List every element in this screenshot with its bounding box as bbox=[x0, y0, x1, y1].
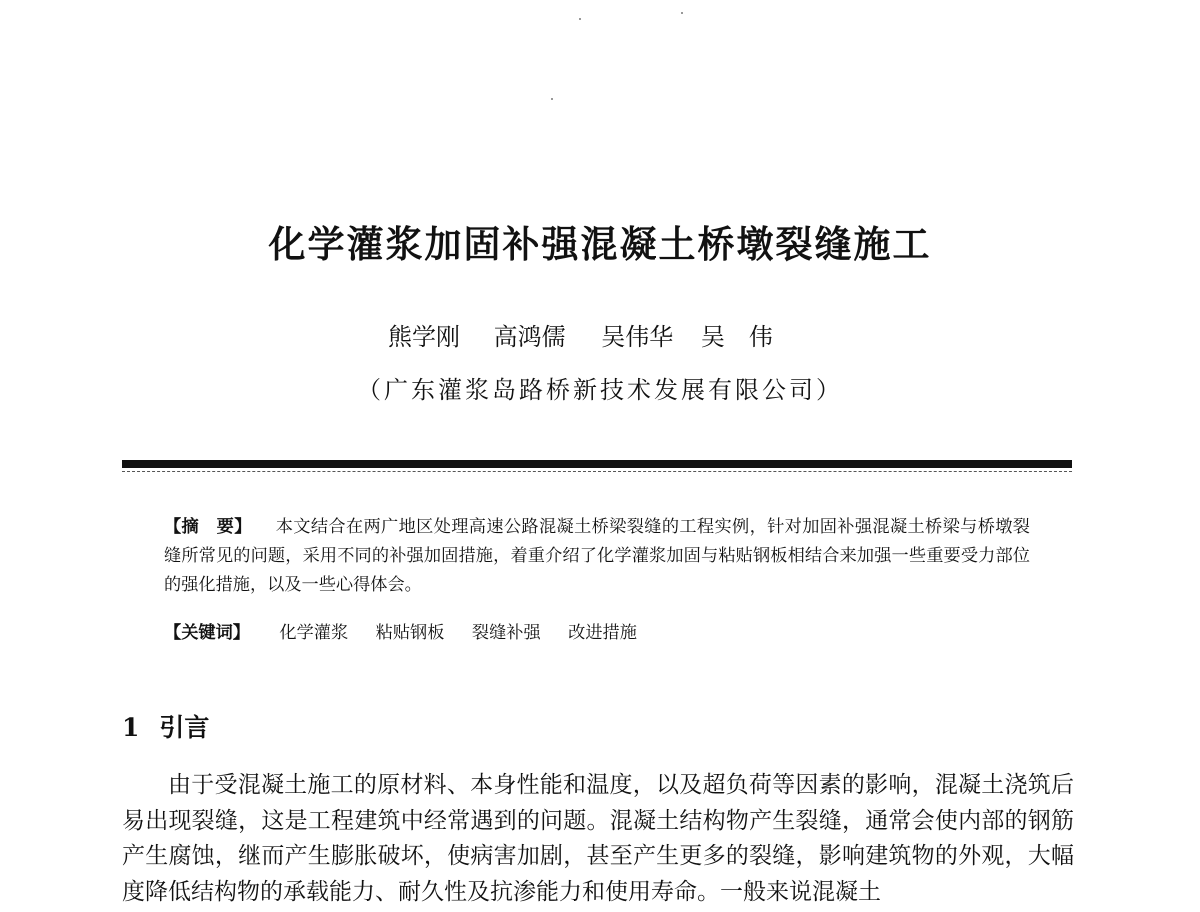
keyword-item: 化学灌浆 bbox=[279, 623, 349, 643]
author-name: 吴伟华 bbox=[601, 323, 674, 351]
author-affiliation: （广东灌浆岛路桥新技术发展有限公司） bbox=[357, 376, 843, 404]
abstract-label: 【摘 要】 bbox=[164, 517, 252, 537]
section-number: 1 bbox=[122, 713, 140, 742]
header-rule-thick bbox=[122, 460, 1072, 468]
body-paragraph: 由于受混凝土施工的原材料、本身性能和温度，以及超负荷等因素的影响，混凝土浇筑后易出现裂缝，这是工程建筑中经常遇到的问题。混凝土结构物产生裂缝，通常会使内部的钢筋产生腐蚀，继而产生膨胀破坏，使病害加剧，甚至产生更多的裂缝，影响建筑物的外观，大幅度降低结构物的承载能力、耐久性及抗渗能力和使用寿命。一般来说混凝土 bbox=[122, 772, 1074, 905]
paper-title: 化学灌浆加固补强混凝土桥墩裂缝施工 bbox=[268, 223, 932, 266]
abstract-block bbox=[164, 513, 1030, 600]
section-title: 引言 bbox=[159, 713, 210, 742]
abstract-text: 本文结合在两广地区处理高速公路混凝土桥梁裂缝的工程实例，针对加固补强混凝土桥梁与桥墩裂缝所常见的问题，采用不同的补强加固措施，着重介绍了化学灌浆加固与粘贴钢板相结合来加强一些重要受力部位的强化措施，以及一些心得体会。 bbox=[164, 517, 1030, 595]
keyword-item: 裂缝补强 bbox=[471, 623, 541, 643]
author-name: 吴 伟 bbox=[700, 323, 773, 351]
keyword-item: 粘贴钢板 bbox=[375, 623, 445, 643]
keywords-block bbox=[164, 619, 659, 648]
header-rule-thin bbox=[122, 471, 1072, 472]
scan-speck bbox=[551, 98, 553, 100]
author-name: 熊学刚 bbox=[388, 323, 460, 351]
scan-speck bbox=[681, 12, 683, 14]
keywords-label: 【关键词】 bbox=[164, 623, 250, 643]
author-name: 高鸿儒 bbox=[493, 323, 566, 351]
author-list bbox=[388, 317, 773, 352]
section-heading bbox=[122, 708, 209, 744]
scan-speck bbox=[579, 18, 581, 20]
keyword-item: 改进措施 bbox=[568, 623, 637, 643]
